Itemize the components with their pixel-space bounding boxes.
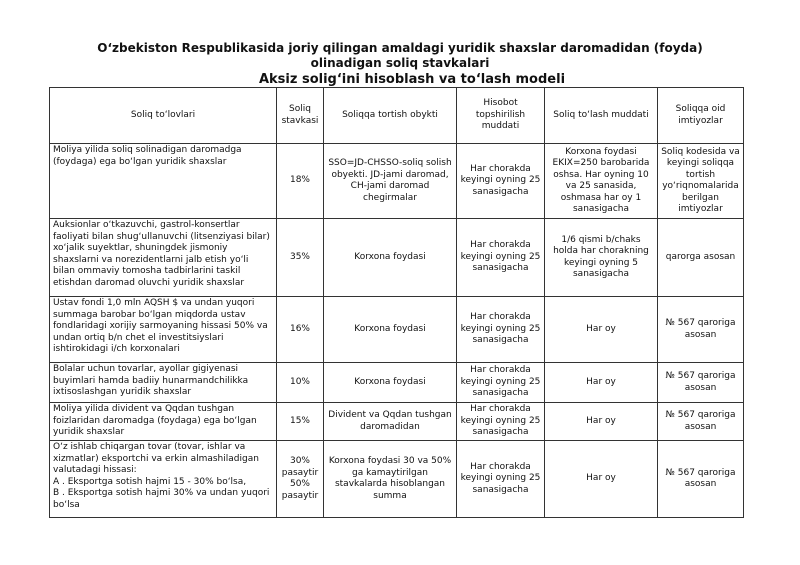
header-rate: Soliq stavkasi (277, 88, 324, 144)
cell-rate: 15% (277, 403, 324, 441)
cell-payment: Korxona foydasi EKIX=250 barobarida oshsa. Har oyning 10 va 25 sanasida, oshmasa har oy 1 sanasigacha (545, 144, 658, 219)
cell-object: Korxona foydasi 30 va 50% ga kamaytirilgan stavkalarda hisoblangan summa (324, 441, 457, 518)
cell-rate: 18% (277, 144, 324, 219)
cell-payer: Moliya yilida soliq solinadigan daromadga (foydaga) ega bo‘lgan yuridik shaxslar (50, 144, 277, 219)
cell-object: Korxona foydasi (324, 363, 457, 403)
cell-payment: Har oy (545, 363, 658, 403)
cell-rate: 30% pasaytir 50% pasaytir (277, 441, 324, 518)
cell-benefit: Soliq kodesida va keyingi soliqqa tortish yo‘riqnomalarida berilgan imtiyozlar (658, 144, 744, 219)
table-row (50, 363, 744, 403)
table-row (50, 219, 744, 297)
cell-object: Divident va Qqdan tushgan daromadidan (324, 403, 457, 441)
table-row (50, 441, 744, 518)
header-object: Soliqqa tortish obykti (324, 88, 457, 144)
cell-report: Har chorakda keyingi oyning 25 sanasigacha (457, 403, 545, 441)
tax-rates-table (49, 87, 744, 518)
table-row (50, 144, 744, 219)
cell-object: Korxona foydasi (324, 219, 457, 297)
title-line-2: olinadigan soliq stavkalari (310, 56, 490, 70)
cell-benefit: № 567 qaroriga asosan (658, 363, 744, 403)
cell-report: Har chorakda keyingi oyning 25 sanasigacha (457, 297, 545, 363)
cell-object: Korxona foydasi (324, 297, 457, 363)
cell-benefit: qarorga asosan (658, 219, 744, 297)
cell-payer: Auksionlar o‘tkazuvchi, gastrol-konsertlar faoliyati bilan shug‘ullanuvchi (litsenziyasi bilar) xo‘jalik suyektlar, shuningdek jismoniy shaxslarni va norezidentlarni jalb etish yo‘li bilan ommaviy tomosha tadbirlarini taskil etishdan daromad oluvchi yuridik shaxslar (50, 219, 277, 297)
cell-payment: Har oy (545, 441, 658, 518)
header-report: Hisobot topshirilish muddati (457, 88, 545, 144)
header-payer: Soliq to‘lovlari (50, 88, 277, 144)
cell-benefit: № 567 qaroriga asosan (658, 403, 744, 441)
cell-report: Har chorakda keyingi oyning 25 sanasigacha (457, 363, 545, 403)
title-line-1: O‘zbekiston Respublikasida joriy qilingan amaldagi yuridik shaxslar daromadidan (foyda) (97, 41, 703, 55)
header-benefit: Soliqqa oid imtiyozlar (658, 88, 744, 144)
cell-payment: Har oy (545, 297, 658, 363)
cell-payer: Bolalar uchun tovarlar, ayollar gigiyenasi buyimlari hamda badiiy hunarmandchilikka ixtisoslashgan yuridik shaxslar (50, 363, 277, 403)
cell-report: Har chorakda keyingi oyning 25 sanasigacha (457, 441, 545, 518)
cell-benefit: № 567 qaroriga asosan (658, 297, 744, 363)
cell-benefit: № 567 qaroriga asosan (658, 441, 744, 518)
cell-report: Har chorakda keyingi oyning 25 sanasigacha (457, 219, 545, 297)
table-row (50, 297, 744, 363)
cell-payer: Ustav fondi 1,0 mln AQSH $ va undan yuqori summaga barobar bo‘lgan miqdorda ustav fondlaridagi xorijiy sarmoyaning hissasi 50% va undan ortiq b/n chet el investitsiyslari ishtirokidagi i/ch korxonalari (50, 297, 277, 363)
table-row (50, 403, 744, 441)
cell-rate: 10% (277, 363, 324, 403)
cell-payment: Har oy (545, 403, 658, 441)
title-line-3: Aksiz solig‘ini hisoblash va to‘lash modeli (258, 72, 566, 87)
header-row (50, 88, 744, 144)
cell-payer: O‘z ishlab chiqargan tovar (tovar, ishlar va xizmatlar) eksportchi va erkin almashiladigan valutadagi hissasi: A . Eksportga sotish hajmi 15 - 30% bo‘lsa, B . Eksportga sotish hajmi 30% va undan yuqori bo‘lsa (50, 441, 277, 518)
cell-rate: 16% (277, 297, 324, 363)
cell-object: SSO=JD-CHSSO-soliq solish obyekti. JD-jami daromad, CH-jami daromad chegirmalar (324, 144, 457, 219)
cell-payment: 1/6 qismi b/chaks holda har chorakning keyingi oyning 5 sanasigacha (545, 219, 658, 297)
cell-rate: 35% (277, 219, 324, 297)
cell-report: Har chorakda keyingi oyning 25 sanasigacha (457, 144, 545, 219)
cell-payer: Moliya yilida divident va Qqdan tushgan foizlaridan daromadga (foydaga) ega bo‘lgan yuridik shaxslar (50, 403, 277, 441)
header-payment: Soliq to‘lash muddati (545, 88, 658, 144)
